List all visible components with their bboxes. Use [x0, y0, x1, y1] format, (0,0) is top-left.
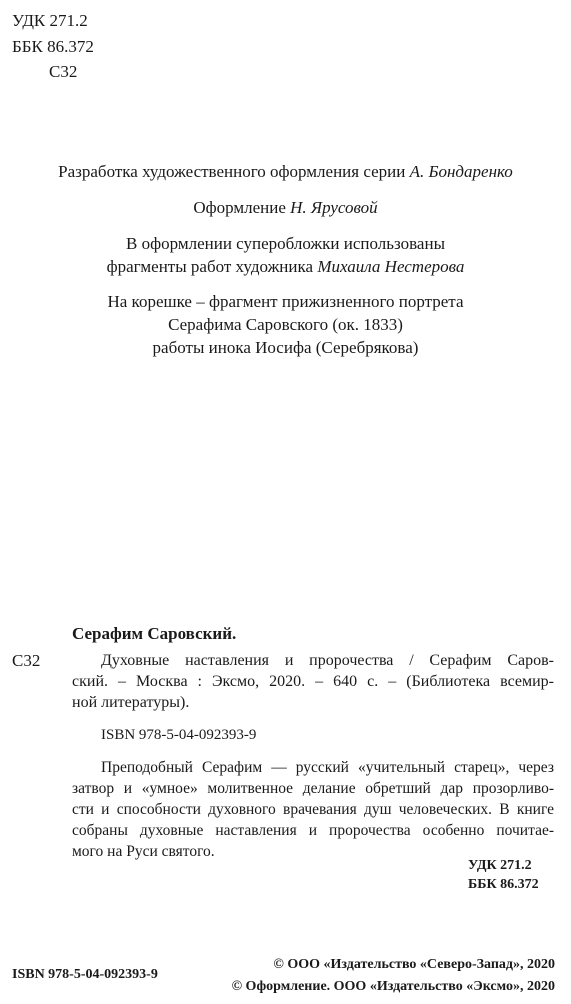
design-credit-block: [0, 196, 571, 219]
copyright-publisher: © ООО «Издательство «Северо-Запад», 2020: [273, 957, 555, 972]
card-bbk: ББК 86.372: [468, 877, 539, 892]
annotation-line: сти и способности духовного врачевания душ человеческих. В книге: [72, 801, 554, 818]
annotation-line: мого на Руси святого.: [72, 843, 215, 860]
description-line: Духовные наставления и пророчества / Серафим Саров-: [101, 652, 554, 669]
spine-credit-line-1: На корешке – фрагмент прижизненного портрета: [107, 292, 464, 311]
bbk-code: ББК 86.372: [12, 37, 94, 56]
design-credits: [0, 160, 571, 183]
copyright-design: © Оформление. ООО «Издательство «Эксмо», 2020: [231, 979, 555, 994]
cover-credit-label: фрагменты работ художника: [106, 257, 318, 276]
design-label: Оформление: [193, 198, 291, 217]
cover-credit-line-1: В оформлении суперобложки использованы: [125, 234, 445, 253]
series-design-label: Разработка художественного оформления серии: [58, 162, 410, 181]
spine-credit-block: [0, 290, 571, 359]
description-line: ной литературы).: [72, 694, 190, 711]
annotation-line: затвор и «умное» молитвенное делание обретший дар прозорливо-: [72, 780, 554, 797]
description-line: ский. – Москва : Эксмо, 2020. – 640 с. – (Библиотека всемир-: [72, 673, 554, 690]
author-mark: С32: [49, 62, 78, 81]
cover-credit-block: [0, 232, 571, 278]
footer-isbn: ISBN 978-5-04-092393-9: [12, 967, 158, 982]
spine-credit-line-3: работы инока Иосифа (Серебрякова): [152, 338, 419, 357]
annotation-line: Преподобный Серафим — русский «учительный старец», через: [101, 759, 554, 776]
card-isbn: ISBN 978-5-04-092393-9: [101, 727, 257, 743]
annotation-line: собраны духовные наставления и пророчества особенно почитае-: [72, 822, 554, 839]
card-annotation: [72, 757, 554, 862]
card-author-heading: Серафим Саровский.: [72, 624, 237, 643]
card-author-mark: С32: [12, 651, 41, 670]
spine-credit-line-2: Серафима Саровского (ок. 1833): [168, 315, 403, 334]
series-design-credit: [0, 160, 571, 183]
cover-artist-name: Михаила Нестерова: [317, 257, 465, 276]
udk-code: УДК 271.2: [12, 11, 88, 30]
cover-credit-line-2: [0, 255, 571, 278]
designer-name: Н. Ярусовой: [290, 198, 378, 217]
series-designer-name: А. Бондаренко: [409, 162, 513, 181]
design-credit: [0, 196, 571, 219]
card-description: [72, 650, 554, 713]
card-udk: УДК 271.2: [468, 858, 532, 873]
